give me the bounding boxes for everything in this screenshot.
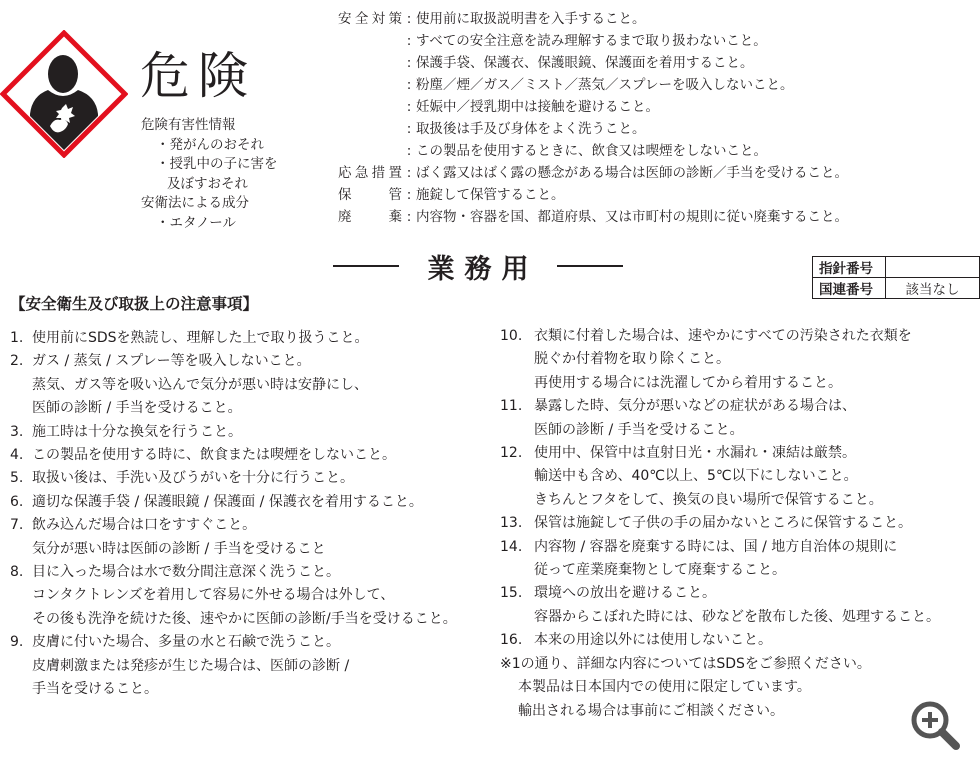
precaution-row xyxy=(338,118,848,140)
colon: : xyxy=(406,165,412,181)
item-number: 14. xyxy=(500,538,523,555)
precaution-text: ばく露又はばく露の懸念がある場合は医師の診断／手当を受けること。 xyxy=(416,165,848,181)
item-number: 15. xyxy=(500,585,523,602)
precaution-text: 妊娠中／授乳期中は接触を避けること。 xyxy=(416,99,659,115)
item-text: 手当を受けること。 xyxy=(32,681,158,698)
precaution-label xyxy=(338,52,402,74)
list-item xyxy=(10,397,457,420)
item-text: 容器からこぼれた時には、砂などを散布した後、処理すること。 xyxy=(534,608,940,625)
precaution-label xyxy=(338,74,402,96)
item-indent xyxy=(10,538,32,561)
business-use-heading xyxy=(333,248,623,284)
precaution-row xyxy=(338,184,848,206)
list-item xyxy=(500,536,940,559)
list-item xyxy=(10,444,457,467)
item-text: 保管は施錠して子供の手の届かないところに保管すること。 xyxy=(534,515,912,532)
precaution-text: 粉塵／煙／ガス／ミスト／蒸気／スプレーを吸入しないこと。 xyxy=(416,77,794,93)
list-item xyxy=(500,559,940,582)
precaution-row xyxy=(338,140,848,162)
item-text: 使用中、保管中は直射日光・水漏れ・凍結は厳禁。 xyxy=(534,445,856,462)
item-indent xyxy=(500,559,534,582)
item-text: 内容物 / 容器を廃棄する時には、国 / 地方自治体の規則に xyxy=(534,538,898,555)
list-item xyxy=(10,561,457,584)
item-indent xyxy=(500,348,534,371)
item-text: 気分が悪い時は医師の診断 / 手当を受けること xyxy=(32,540,326,557)
colon: : xyxy=(406,209,412,225)
item-text: 衣類に付着した場合は、速やかにすべての汚染された衣類を xyxy=(534,328,912,344)
precaution-row xyxy=(338,96,848,118)
precaution-text: この製品を使用するときに、飲食又は喫煙をしないこと。 xyxy=(416,143,767,159)
note-line: ※1の通り、詳細な内容についてはSDSをご参照ください。 xyxy=(500,655,871,672)
list-item xyxy=(10,514,457,537)
list-item xyxy=(500,512,940,535)
heading-text: 業務用 xyxy=(427,253,539,285)
item-indent xyxy=(500,489,534,512)
list-item xyxy=(10,350,457,373)
item-text: 暴露した時、気分が悪いなどの症状がある場合は、 xyxy=(534,398,856,415)
law-item: ・エタノール xyxy=(156,214,236,231)
colon: : xyxy=(406,11,412,27)
list-item xyxy=(10,631,457,654)
item-text: ガス / 蒸気 / スプレー等を吸入しないこと。 xyxy=(32,353,311,370)
note-line: 輸出される場合は事前にご相談ください。 xyxy=(518,702,784,719)
precaution-text: 施錠して保管すること。 xyxy=(416,187,565,203)
item-number: 13. xyxy=(500,515,523,532)
precaution-text: 内容物・容器を国、都道府県、又は市町村の規則に従い廃棄すること。 xyxy=(416,209,848,225)
item-indent xyxy=(500,465,534,488)
item-number: 1. xyxy=(10,330,24,346)
item-text: 皮膚に付いた場合、多量の水と石鹸で洗うこと。 xyxy=(32,634,340,651)
item-number: 11. xyxy=(500,398,523,415)
health-hazard-pictogram xyxy=(0,30,128,158)
item-number: 5. xyxy=(10,470,24,487)
list-item xyxy=(500,395,940,418)
item-indent xyxy=(10,608,32,631)
heading-rule-right xyxy=(557,265,623,267)
precaution-text: 保護手袋、保護衣、保護眼鏡、保護面を着用すること。 xyxy=(416,55,754,71)
item-indent xyxy=(10,397,32,420)
item-text: この製品を使用する時に、飲食または喫煙をしないこと。 xyxy=(32,447,396,464)
item-text: きちんとフタをして、換気の良い場所で保管すること。 xyxy=(534,491,883,508)
item-indent xyxy=(500,372,534,395)
colon: : xyxy=(406,77,412,93)
hazard-item: ・発がんのおそれ xyxy=(156,136,264,153)
list-item xyxy=(10,538,457,561)
list-item xyxy=(10,678,457,701)
item-indent xyxy=(500,606,534,629)
item-text: 目に入った場合は水で数分間注意深く洗うこと。 xyxy=(32,564,340,581)
list-item xyxy=(10,491,457,514)
item-text: 蒸気、ガス等を吸い込んで気分が悪い時は安静にし、 xyxy=(32,376,368,393)
colon: : xyxy=(406,121,412,137)
item-number: 4. xyxy=(10,447,24,464)
hazard-information xyxy=(141,116,278,233)
item-indent xyxy=(500,419,534,442)
item-number: 7. xyxy=(10,517,24,534)
precaution-text: 取扱後は手及び身体をよく洗うこと。 xyxy=(416,121,646,137)
colon: : xyxy=(406,33,412,49)
colon: : xyxy=(406,143,412,159)
item-text: 再使用する場合には洗濯してから着用すること。 xyxy=(534,374,842,391)
list-item xyxy=(10,374,457,397)
item-indent xyxy=(10,655,32,678)
table-row xyxy=(813,278,980,299)
notes-list-left xyxy=(10,327,457,702)
table-key: 指針番号 xyxy=(813,257,886,278)
list-item xyxy=(500,465,940,488)
list-item xyxy=(10,655,457,678)
item-number: 10. xyxy=(500,328,523,344)
list-item xyxy=(500,489,940,512)
item-text: 施工時は十分な換気を行うこと。 xyxy=(32,423,242,440)
id-number-table xyxy=(812,256,980,299)
table-key: 国連番号 xyxy=(813,278,886,299)
table-row xyxy=(813,257,980,278)
precaution-label xyxy=(338,118,402,140)
notes-list-right xyxy=(500,325,940,723)
precaution-label: 廃棄 xyxy=(338,209,402,225)
precaution-text: 使用前に取扱説明書を入手すること。 xyxy=(416,11,646,27)
list-item xyxy=(500,325,940,348)
list-item xyxy=(500,629,940,652)
precaution-row xyxy=(338,74,848,96)
precaution-label xyxy=(338,30,402,52)
law-title: 安衛法による成分 xyxy=(141,195,249,211)
item-indent xyxy=(10,584,32,607)
item-text: 従って産業廃棄物として廃棄すること。 xyxy=(534,562,786,579)
colon: : xyxy=(406,99,412,115)
table-value: 該当なし xyxy=(886,278,980,299)
item-number: 2. xyxy=(10,353,24,370)
colon: : xyxy=(406,55,412,71)
item-indent xyxy=(10,374,32,397)
item-text: コンタクトレンズを着用して容易に外せる場合は外して、 xyxy=(32,587,395,604)
precaution-label: 安全対策 xyxy=(338,11,402,27)
precaution-row xyxy=(338,162,848,184)
list-item xyxy=(500,582,940,605)
hazard-info-title: 危険有害性情報 xyxy=(141,117,236,133)
note-line: 本製品は日本国内での使用に限定しています。 xyxy=(518,679,811,696)
list-item xyxy=(500,606,940,629)
precaution-row xyxy=(338,8,848,30)
item-text: 取扱い後は、手洗い及びうがいを十分に行うこと。 xyxy=(32,470,354,487)
item-text: 脱ぐか付着物を取り除くこと。 xyxy=(534,351,730,368)
list-item xyxy=(500,348,940,371)
precaution-label xyxy=(338,96,402,118)
list-item xyxy=(10,327,457,350)
precaution-label: 保管 xyxy=(338,187,402,203)
list-item xyxy=(500,372,940,395)
list-item xyxy=(10,467,457,490)
list-item xyxy=(10,584,457,607)
zoom-in-icon[interactable] xyxy=(908,698,962,752)
item-number: 12. xyxy=(500,445,523,462)
precaution-row xyxy=(338,206,848,228)
table-value xyxy=(886,257,980,278)
hazard-item: ・授乳中の子に害を xyxy=(156,156,278,172)
precautionary-statements xyxy=(338,8,848,228)
precaution-row xyxy=(338,52,848,74)
heading-rule-left xyxy=(333,265,399,267)
item-number: 9. xyxy=(10,634,24,651)
list-item xyxy=(10,421,457,444)
item-text: 環境への放出を避けること。 xyxy=(534,585,716,602)
item-number: 8. xyxy=(10,564,24,581)
precaution-row xyxy=(338,30,848,52)
list-item xyxy=(500,419,940,442)
precaution-label: 応急措置 xyxy=(338,165,402,181)
item-text: 医師の診断 / 手当を受けること。 xyxy=(32,400,242,417)
item-text: 使用前にSDSを熟読し、理解した上で取り扱うこと。 xyxy=(32,330,369,346)
section-title: 【安全衛生及び取扱上の注意事項】 xyxy=(10,295,259,313)
precaution-text: すべての安全注意を読み理解するまで取り扱わないこと。 xyxy=(416,33,767,49)
item-text: 医師の診断 / 手当を受けること。 xyxy=(534,421,744,438)
item-text: その後も洗浄を続けた後、速やかに医師の診断/手当を受けること。 xyxy=(32,610,457,627)
item-text: 飲み込んだ場合は口をすすぐこと。 xyxy=(32,517,257,534)
item-number: 3. xyxy=(10,423,24,440)
item-number: 6. xyxy=(10,493,24,510)
colon: : xyxy=(406,187,412,203)
item-text: 輸送中も含め、40℃以上、5℃以下にしないこと。 xyxy=(534,468,858,485)
item-text: 本来の用途以外には使用しないこと。 xyxy=(534,632,772,649)
item-text: 皮膚刺激または発疹が生じた場合は、医師の診断 / xyxy=(32,657,350,674)
item-text: 適切な保護手袋 / 保護眼鏡 / 保護面 / 保護衣を着用すること。 xyxy=(32,493,423,510)
precaution-label xyxy=(338,140,402,162)
item-number: 16. xyxy=(500,632,523,649)
list-item xyxy=(10,608,457,631)
list-item xyxy=(500,442,940,465)
item-indent xyxy=(10,678,32,701)
hazard-item-continued: 及ぼすおそれ xyxy=(167,175,248,192)
signal-word: 危険 xyxy=(140,47,256,105)
